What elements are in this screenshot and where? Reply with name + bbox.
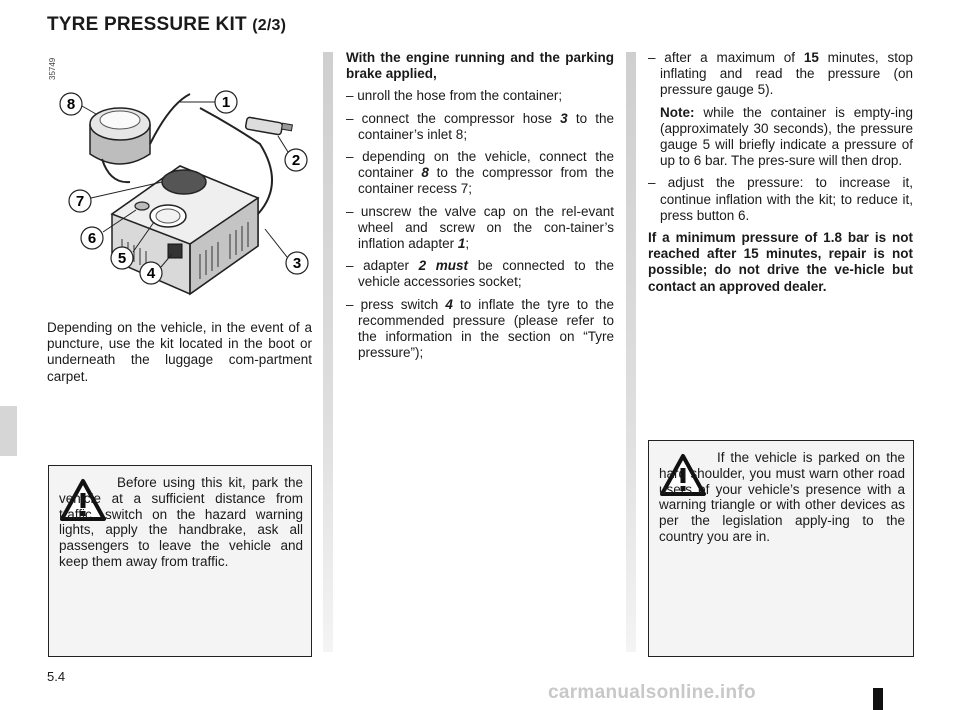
accessories-plug <box>245 117 292 135</box>
column-divider <box>626 52 636 652</box>
step-text: to inflate the tyre to the recommended pressure (please refer to the information in the section on “Tyre pressure”); <box>358 296 615 361</box>
procedure-lead: With the engine running and the parking brake applied, <box>346 50 614 82</box>
procedure-step <box>346 258 614 290</box>
warning-text-hard-shoulder <box>659 450 905 545</box>
callout-2 <box>278 136 307 171</box>
svg-text:4: 4 <box>146 265 156 282</box>
note-paragraph <box>648 105 913 170</box>
svg-text:7: 7 <box>75 193 85 210</box>
procedure-step <box>346 149 614 198</box>
step-text: – unscrew the valve cap on the rel-evant wheel and screw on the con-tainer’s inflation adapter <box>346 203 614 252</box>
compressor <box>112 166 258 294</box>
step-text: be connected to the vehicle accessories socket; <box>358 258 614 290</box>
page-title-suffix: (2/3) <box>252 17 287 34</box>
figure-reference-number: 35749 <box>48 57 57 80</box>
procedure-list <box>346 88 614 361</box>
minimum-pressure-warning: If a minimum pressure of 1.8 bar is not reached after 15 minutes, repair is not possible; do not drive the ve-hicle but contact an approved dealer. <box>648 230 913 294</box>
svg-text:8: 8 <box>66 96 76 113</box>
svg-text:5: 5 <box>117 250 127 267</box>
step-emphasis: 8 <box>421 165 429 181</box>
tyre-kit-illustration <box>50 64 315 304</box>
warning-box-parking <box>48 465 312 657</box>
svg-text:6: 6 <box>87 230 97 247</box>
step-text: – connect the compressor hose <box>346 110 561 126</box>
intro-paragraph: Depending on the vehicle, in the event of a puncture, use the kit located in the boot or underneath the luggage com-partment carpet. <box>47 320 312 384</box>
step-emphasis: 4 <box>445 296 453 312</box>
svg-text:3: 3 <box>292 255 302 272</box>
warning-text-parking <box>59 475 303 570</box>
svg-text:2: 2 <box>291 152 301 169</box>
page-title <box>47 14 286 36</box>
warning-box-hard-shoulder <box>648 440 914 657</box>
step-emphasis: 2 must <box>418 258 469 274</box>
page-title-text: TYRE PRESSURE KIT <box>47 14 247 35</box>
step-text: – unroll the hose from the container; <box>346 88 563 104</box>
middle-column <box>346 50 614 367</box>
step-text: to the container’s inlet 8; <box>358 110 614 142</box>
left-column <box>47 320 312 391</box>
procedure-step <box>346 111 614 143</box>
step-emphasis: 15 <box>803 50 819 65</box>
right-column <box>648 50 913 301</box>
step-emphasis: 3 <box>560 110 568 126</box>
procedure-step-stop <box>648 50 913 99</box>
step-text: – adapter <box>346 258 419 274</box>
procedure-step <box>346 88 614 104</box>
step-text: – after a maximum of <box>648 50 804 65</box>
callout-8 <box>60 93 96 115</box>
svg-text:1: 1 <box>221 94 231 111</box>
warning-text-parking-content: Before using this kit, park the vehicle at a sufficient distance from traffic, switch on the hazard warning lights, apply the handbrake, ask all passengers to leave the vehicle and keep them away from traffic. <box>59 475 303 569</box>
procedure-step-adjust: – adjust the pressure: to increase it, continue inflation with the kit; to reduce it, press button 6. <box>648 175 913 223</box>
callout-3 <box>265 229 308 274</box>
note-text: while the container is empty-ing (approximately 30 seconds), the pressure gauge 5 will briefly indicate a pressure of up to 6 bar. The pres-sure will then drop. <box>660 104 913 169</box>
sealant-container <box>90 108 150 182</box>
step-text: ; <box>465 236 470 252</box>
procedure-step <box>346 204 614 253</box>
step-text: to the compressor from the container recess 7; <box>358 165 614 197</box>
step-text: – press switch <box>346 296 446 312</box>
page-number: 5.4 <box>47 669 66 684</box>
procedure-step <box>346 297 614 362</box>
step-emphasis: 1 <box>457 236 466 252</box>
chapter-tab <box>0 406 17 456</box>
step-text: minutes, stop inflating and read the pressure (on pressure gauge 5). <box>660 50 913 98</box>
column-divider <box>323 52 333 652</box>
corner-mark <box>873 688 883 710</box>
warning-text-hard-shoulder-content: If the vehicle is parked on the hard shoulder, you must warn other road users of your vehicle’s presence with a warning triangle or with other devices as per the legislation apply-ing to the country you are in. <box>659 450 905 544</box>
watermark: carmanualsonline.info <box>548 682 756 703</box>
note-label: Note: <box>660 104 695 120</box>
step-text: – depending on the vehicle, connect the container <box>346 149 614 181</box>
